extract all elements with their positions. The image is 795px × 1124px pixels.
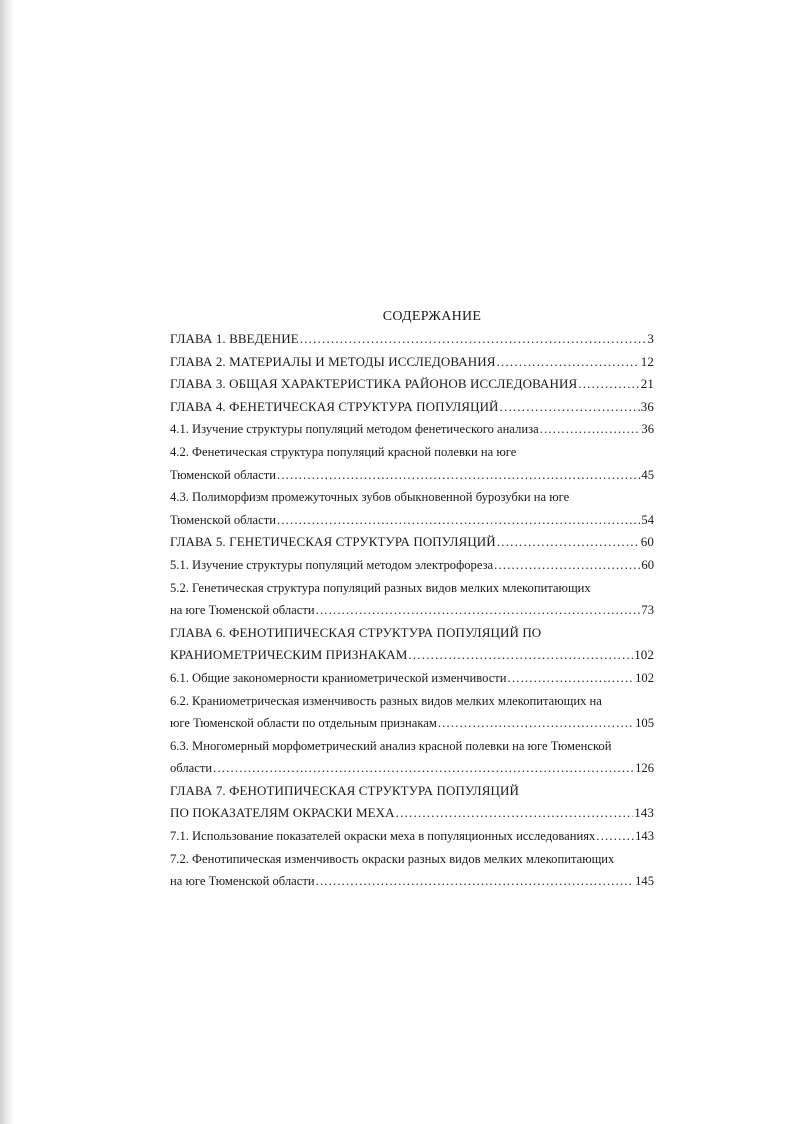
toc-dot-leader (316, 599, 641, 622)
toc-dot-leader (277, 509, 640, 532)
toc-page-number: 105 (635, 716, 654, 731)
toc-dot-leader (300, 328, 647, 351)
toc-dot-leader (596, 825, 634, 848)
toc-page-number: 36 (640, 398, 654, 414)
toc-dot-leader (578, 373, 640, 396)
toc-entry (170, 351, 654, 374)
toc-entry (170, 464, 654, 487)
toc-entry (170, 667, 654, 690)
toc-entry-line: 5.2. Генетическая структура популяций разных видов мелких млекопитающих (170, 580, 591, 595)
toc-page-number: 21 (640, 376, 654, 392)
toc-entry (170, 396, 654, 419)
toc-dot-leader (408, 644, 633, 667)
toc-entry (170, 870, 654, 893)
toc-dot-leader (438, 712, 634, 735)
toc-dot-leader (508, 667, 635, 690)
toc-entry-title: ПО ПОКАЗАТЕЛЯМ ОКРАСКИ МЕХА (170, 805, 395, 821)
toc-page-number: 60 (641, 557, 654, 572)
toc-entry (170, 802, 654, 825)
toc-entry-title: ГЛАВА 4. ФЕНЕТИЧЕСКАЯ СТРУКТУРА ПОПУЛЯЦИЙ (170, 398, 499, 414)
toc-entry-title: ГЛАВА 3. ОБЩАЯ ХАРАКТЕРИСТИКА РАЙОНОВ ИССЛЕДОВАНИЯ (170, 376, 578, 392)
toc-entry (170, 531, 654, 554)
toc-entry (170, 554, 654, 577)
toc-page-number: 45 (641, 467, 654, 482)
toc-entry-title: на юге Тюменской области (170, 874, 315, 889)
toc-entry (170, 757, 654, 780)
toc-page-number: 102 (635, 670, 654, 685)
toc-entry (170, 328, 654, 351)
toc-entry-title: 5.1. Изучение структуры популяций методом электрофореза (170, 557, 494, 572)
toc-dot-leader (396, 802, 634, 825)
toc-page-number: 12 (640, 353, 654, 369)
toc-entry-title: 7.1. Использование показателей окраски меха в популяционных исследованиях (170, 829, 596, 844)
toc-page-number: 143 (634, 805, 654, 821)
toc-page-number: 143 (635, 829, 654, 844)
toc-entry (170, 373, 654, 396)
toc-entry (170, 509, 654, 532)
toc-entry (170, 644, 654, 667)
toc-page-number: 126 (635, 761, 654, 776)
toc-entry-line: ГЛАВА 6. ФЕНОТИПИЧЕСКАЯ СТРУКТУРА ПОПУЛЯЦИЙ ПО (170, 624, 542, 640)
toc-entry-line: 4.3. Полиморфизм промежуточных зубов обыкновенной бурозубки на юге (170, 490, 570, 505)
toc-page-number: 60 (640, 534, 654, 550)
toc-entry-title: ГЛАВА 2. МАТЕРИАЛЫ И МЕТОДЫ ИССЛЕДОВАНИЯ (170, 353, 496, 369)
toc-dot-leader (500, 396, 640, 419)
toc-entry-title: ГЛАВА 1. ВВЕДЕНИЕ (170, 331, 299, 346)
toc-entry-title: юге Тюменской области по отдельным признакам (170, 716, 437, 731)
toc-dot-leader (540, 418, 641, 441)
toc-dot-leader (497, 351, 640, 374)
toc-entry (170, 825, 654, 848)
toc-dot-leader (316, 870, 635, 893)
toc-page-number: 145 (635, 874, 654, 889)
table-of-contents (170, 306, 654, 893)
toc-page-number: 73 (641, 603, 654, 618)
toc-entry-title: на юге Тюменской области (170, 603, 315, 618)
toc-entry-line: ГЛАВА 7. ФЕНОТИПИЧЕСКАЯ СТРУКТУРА ПОПУЛЯЦИЙ (170, 782, 519, 798)
toc-entries (170, 328, 654, 893)
scan-edge-shadow (0, 0, 14, 1124)
toc-entry (170, 418, 654, 441)
toc-dot-leader (277, 464, 640, 487)
toc-entry-title: КРАНИОМЕТРИЧЕСКИМ ПРИЗНАКАМ (170, 647, 408, 663)
toc-entry-title: ГЛАВА 5. ГЕНЕТИЧЕСКАЯ СТРУКТУРА ПОПУЛЯЦИЙ (170, 534, 496, 550)
toc-entry-line: 7.2. Фенотипическая изменчивость окраски разных видов мелких млекопитающих (170, 851, 615, 866)
toc-dot-leader (497, 531, 640, 554)
toc-page-number: 36 (641, 422, 654, 437)
toc-entry-title: области (170, 761, 213, 776)
toc-dot-leader (494, 554, 640, 577)
toc-entry-title: 6.1. Общие закономерности краниометрической изменчивости (170, 670, 507, 685)
toc-entry-title: Тюменской области (170, 512, 276, 527)
toc-page-number: 102 (634, 647, 654, 663)
toc-entry-line: 6.2. Краниометрическая изменчивость разных видов мелких млекопитающих на (170, 693, 602, 708)
toc-page-number: 3 (647, 331, 654, 346)
toc-entry-line: 4.2. Фенетическая структура популяций красной полевки на юге (170, 444, 517, 459)
toc-entry-title: 4.1. Изучение структуры популяций методом фенетического анализа (170, 422, 539, 437)
toc-title: СОДЕРЖАНИЕ (382, 309, 482, 324)
toc-dot-leader (213, 757, 634, 780)
toc-entry-title: Тюменской области (170, 467, 276, 482)
toc-entry (170, 712, 654, 735)
toc-page-number: 54 (641, 512, 654, 527)
toc-entry-line: 6.3. Многомерный морфометрический анализ красной полевки на юге Тюменской (170, 738, 612, 753)
toc-entry (170, 599, 654, 622)
